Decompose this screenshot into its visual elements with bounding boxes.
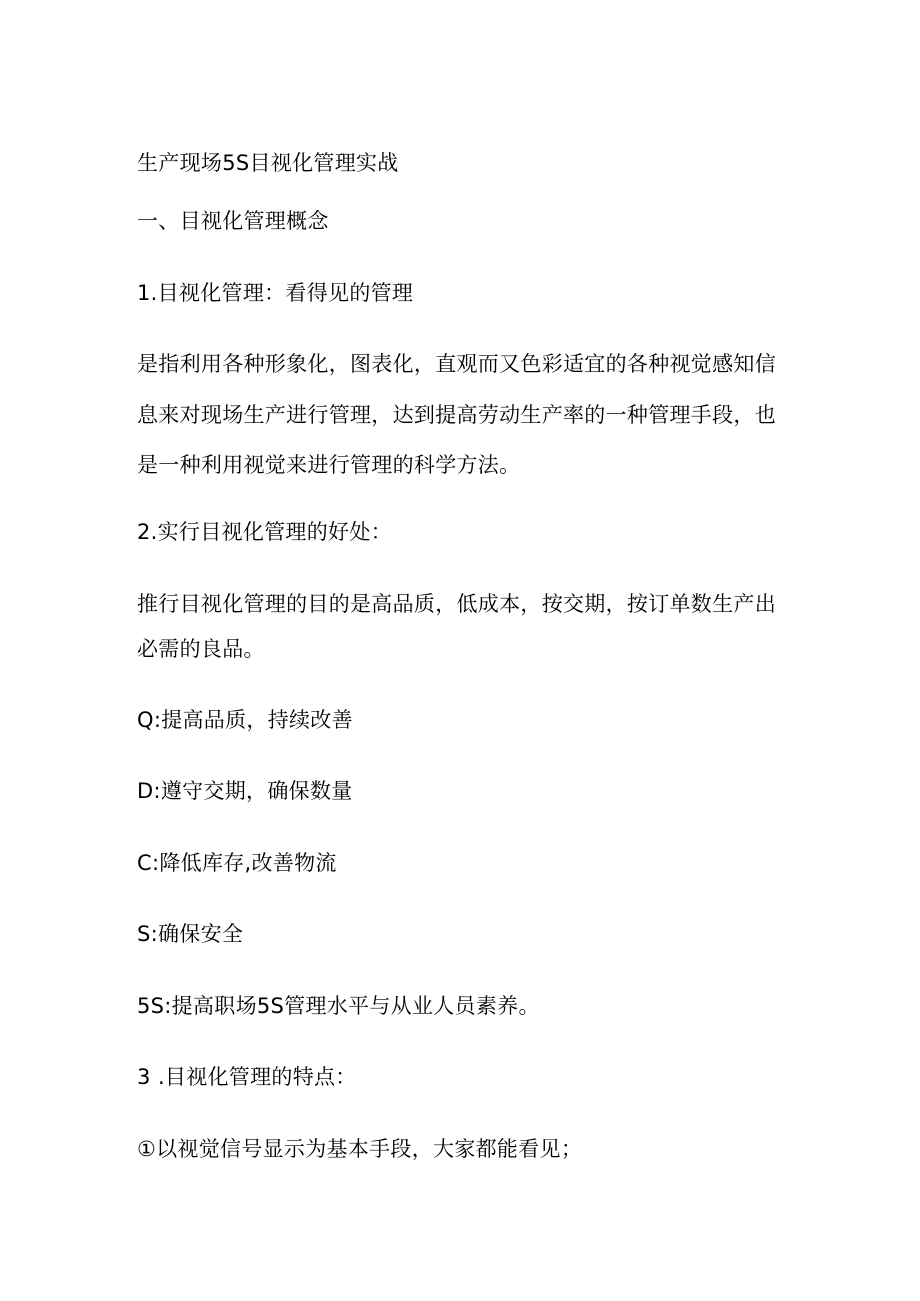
- paragraph-line: 必需的良品。: [137, 637, 265, 661]
- benefit-item-delivery: D:遵守交期，确保数量: [137, 779, 353, 803]
- section-heading-concept: 一、目视化管理概念: [137, 209, 329, 233]
- document-title: 生产现场5S目视化管理实战: [137, 151, 399, 175]
- feature-item: ①以视觉信号显示为基本手段，大家都能看见；: [137, 1137, 583, 1161]
- item-heading-features: 3 .目视化管理的特点：: [137, 1065, 357, 1089]
- paragraph-line: 是指利用各种形象化，图表化，直观而又色彩适宜的各种视觉感知信: [137, 352, 776, 376]
- paragraph-line: 是一种利用视觉来进行管理的科学方法。: [137, 453, 521, 477]
- benefit-item-5s: 5S:提高职场5S管理水平与从业人员素养。: [137, 994, 540, 1018]
- item-heading-visual-management: 1.目视化管理：看得见的管理: [137, 281, 414, 305]
- benefit-item-safety: S:确保安全: [137, 922, 244, 946]
- paragraph-line: 推行目视化管理的目的是高品质，低成本，按交期，按订单数生产出: [137, 592, 776, 616]
- benefit-item-cost: C:降低库存,改善物流: [137, 851, 337, 875]
- item-heading-benefits: 2.实行目视化管理的好处：: [137, 520, 392, 544]
- paragraph-line: 息来对现场生产进行管理，达到提高劳动生产率的一种管理手段，也: [137, 403, 776, 427]
- benefit-item-quality: Q:提高品质，持续改善: [137, 708, 353, 732]
